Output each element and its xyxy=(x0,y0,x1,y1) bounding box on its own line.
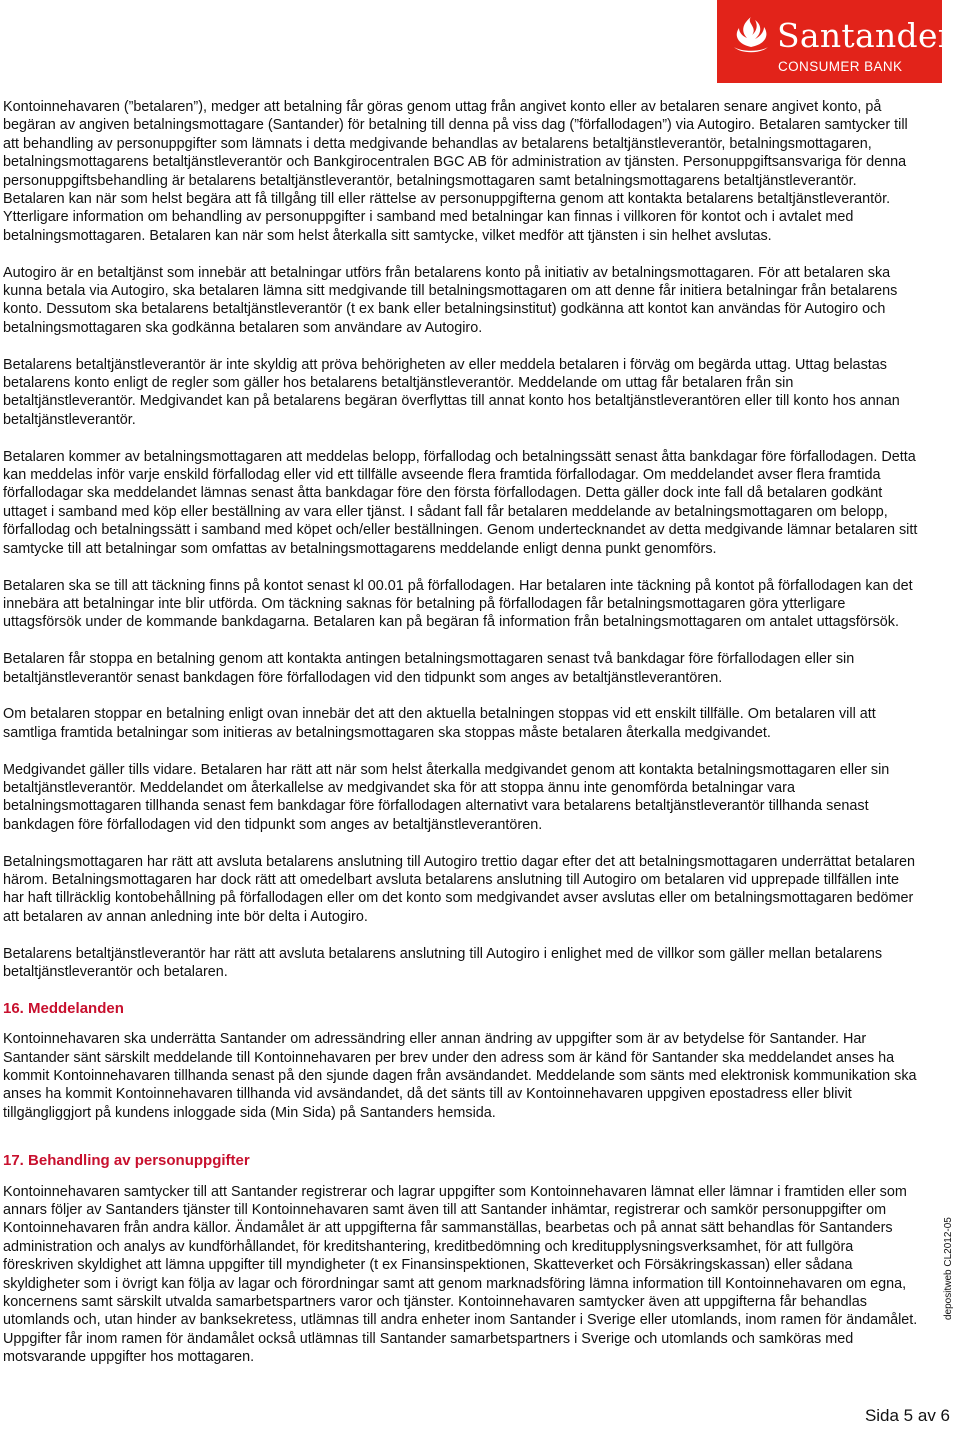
paragraph-stop-payment: Betalaren får stoppa en betalning genom att kontakta antingen betalningsmottagaren senast två bankdagar före förfallodagen eller sin betaltjänstleverantör senast bankdagen före förfallodagen vid den tidpunkt som anges av betaltjänstleverantören. xyxy=(3,651,855,686)
brand-subtitle: CONSUMER BANK xyxy=(778,59,903,74)
santander-flame-icon xyxy=(731,14,771,54)
section-16-text: Kontoinnehavaren ska underrätta Santander om adressändring eller annan ändring av uppgifter som är av betydelse för Santander. Har Santander sänt särskilt meddelande till Kontoinnehavaren per brev under den adress som är känd för Santander ska meddelandet anses ha kommit Kontoinnehavaren tillhanda senast på den sjunde dagen från avsändandet. Meddelande som sänts med elektronisk kommunikation ska anses ha kommit Kontoinnehavaren tillhanda vid avsändandet, då det sänts till av Kontoinnehavaren uppgiven epostadress eller blivit tillgängliggjort på kundens inloggade sida (Min Sida) på Santanders hemsida. xyxy=(3,1031,917,1121)
paragraph-stop-effect: Om betalaren stoppar en betalning enligt ovan innebär det att den aktuella betalningen stoppas vid ett enskilt tillfälle. Om betalaren vill att samtliga framtida betalningar som initieras av betalningsmottagaren ska stoppas måste betalaren återkalla medgivandet. xyxy=(3,706,876,741)
paragraph-validity: Medgivandet gäller tills vidare. Betalaren har rätt att när som helst återkalla medgivandet genom att kontakta betalningsmottagaren eller sin betaltjänstleverantör. Meddelandet om återkallelse av medgivandet ska för att stoppa ännu inte genomförda betalningar vara betalningsmottagaren tillhanda senast fem bankdagar före förfallodagen alternativt vara betalarens betaltjänstleverantör tillhanda senast bankdagen före förfallodagen vid den tidpunkt som anges av betaltjänstleverantören. xyxy=(3,761,890,833)
section-16-heading: 16. Meddelanden xyxy=(3,999,124,1017)
paragraph-coverage: Betalaren ska se till att täckning finns på kontot senast kl 00.01 på förfallodagen. Har betalaren inte täckning på kontot på förfallodagen kan det innebära att betalningar inte blir utförda. Om täckning saknas för betalning på förfallodagen får betalningsmottagaren göra ytterligare uttagsförsök under de kommande bankdagarna. Betalaren kan på begäran få information från betalningsmottagaren om antalet uttagsförsök. xyxy=(3,577,913,631)
paragraph-autogiro-definition: Autogiro är en betaltjänst som innebär att betalningar utförs från betalarens konto på initiativ av betalningsmottagaren. För att betalaren ska kunna betala via Autogiro, ska betalaren lämna sitt medgivande till betalningsmottagaren om att denne får initiera betalningar från betalarens konto. Dessutom ska betalarens betaltjänstleverantör (t ex bank eller betalningsinstitut) godkänna att kontot kan användas för Autogiro och betalningsmottagaren ska godkänna betalaren som användare av Autogiro. xyxy=(3,264,898,336)
section-17-heading: 17. Behandling av personuppgifter xyxy=(3,1152,250,1170)
paragraph-autogiro-consent: Kontoinnehavaren (”betalaren”), medger att betalning får göras genom uttag från angivet konto eller av betalaren senare angivet konto, på begäran av angiven betalningsmottagare (Santander) för betalning till denna på viss dag (”förfallodagen”) via Autogiro. Betalaren samtycker till att behandling av personuppgifter som lämnats i detta medgivande behandlas av betalarens betaltjänstleverantör, betalningsmottagaren, betalningsmottagarens betaltjänstleverantör och Bankgirocentralen BGC AB för administration av tjänsten. Personuppgiftsansvariga för denna personuppgiftsbehandling är betalarens betaltjänstleverantör, betalningsmottagaren samt betalningsmottagarens betaltjänstleverantör. Betalaren kan när som helst begära att få tillgång till eller rättelse av personuppgifterna genom att kontakta betalarens betaltjänstleverantör. Ytterligare information om behandling av personuppgifter i samband med betalningar kan finnas i villkoren för kontot och i avtalet med betalningsmottagaren. Betalaren kan när som helst återkalla sitt samtycke, vilket medför att tjänsten i sin helhet avslutas. xyxy=(3,99,908,244)
paragraph-notification: Betalaren kommer av betalningsmottagaren att meddelas belopp, förfallodag och betalningssätt senast åtta bankdagar före förfallodagen. Detta kan meddelas inför varje enskild förfallodag eller vid ett tillfälle avseende flera framtida förfallodagar. Om meddelandet avser flera framtida förfallodagar ska meddelandet lämnas senast åtta bankdagar före den första förfallodagen. Detta gäller dock inte fall då betalaren godkänt uttaget i samband med köp eller beställning av vara eller tjänst. I sådant fall får betalaren meddelande av betalningsmottagaren om belopp, förfallodag och betalningssätt i samband med köpet och/eller beställningen. Genom undertecknandet av detta medgivande lämnar betalaren sitt samtycke till att betalningar som omfattas av betalningsmottagarens meddelande enligt denna punkt genomförs. xyxy=(3,448,918,557)
document-code: depositweb CL2012-05 xyxy=(943,1217,954,1320)
page-number: Sida 5 av 6 xyxy=(864,1406,950,1425)
brand-name: Santander xyxy=(777,16,954,55)
santander-logo xyxy=(717,0,954,83)
paragraph-withdrawals: Betalarens betaltjänstleverantör är inte skyldig att pröva behörigheten av eller meddela betalaren i förväg om begärda uttag. Uttag belastas betalarens konto enligt de regler som gäller hos betalarens betaltjänstleverantör. Meddelande om uttag får betalaren från sin betaltjänstleverantör. Medgivandet kan på betalarens begäran överflyttas till annat konto hos betaltjänstleverantören eller till konto hos annan betaltjänstleverantör. xyxy=(3,356,900,428)
document-body xyxy=(3,98,921,1385)
paragraph-termination-provider: Betalarens betaltjänstleverantör har rätt att avsluta betalarens anslutning till Autogiro i enlighet med de villkor som gäller mellan betalarens betaltjänstleverantör och betalaren. xyxy=(3,945,883,980)
paragraph-termination-payee: Betalningsmottagaren har rätt att avsluta betalarens anslutning till Autogiro trettio dagar efter det att betalningsmottagaren underrättat betalaren härom. Betalningsmottagaren har dock rätt att omedelbart avsluta betalarens anslutning till Autogiro om betalaren vid upprepade tillfällen inte har haft tillräcklig kontobehållning på förfallodagen eller om det konto som medgivandet avser avslutas eller om betalningsmottagaren bedömer att betalaren av annan anledning inte bör delta i Autogiro. xyxy=(3,853,915,925)
section-17-text: Kontoinnehavaren samtycker till att Santander registrerar och lagrar uppgifter som Kontoinnehavaren lämnat eller lämnar i framtiden eller som annars följer av Santanders tjänster till Kontoinnehavaren samt även till att Santander inhämtar, registrerar och samkör personuppgifter om Kontoinnehavaren från andra källor. Ändamålet är att uppgifterna får sammanställas, bearbetas och på annat sätt behandlas för Santanders administration och analys av kundförhållandet, för kreditshantering, kreditbedömning och kreditupplysningsverksamhet, för att fullgöra föreskriven skyldighet att lämna uppgifter till myndigheter (t ex Finansinspektionen, Skatteverket och Försäkringskassan) eller sådana skyldigheter som i övrigt kan följa av lagar och förordningar samt att genom marknadsföring lämna information till Kontoinnehavaren om egna, koncernens samt särskilt utvalda samarbetspartners varor och tjänster. Kontoinnehavaren samtycker även att uppgifterna får behandlas utomlands och, utan hinder av banksekretess, utlämnas till andra enheter inom Santander i Sverige eller utomlands, inom ramen för ändamålet. Uppgifter får inom ramen för ändamålet också utlämnas till Santander samarbetspartners i Sverige och utomlands och samköras med motsvarande uppgifter hos mottagaren. xyxy=(3,1183,918,1366)
